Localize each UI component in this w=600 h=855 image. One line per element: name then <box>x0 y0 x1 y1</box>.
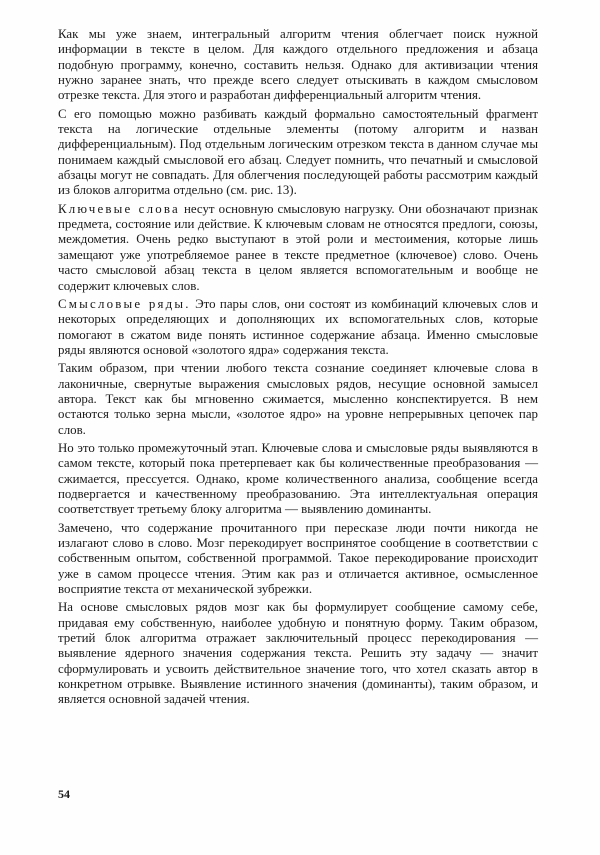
paragraph-2 <box>58 107 538 199</box>
paragraph-text: На основе смысловых рядов мозг как бы формулирует сообщение самому себе, придавая ему собственную, наиболее удобную и понятную форму. Таким образом, третий блок алгоритма отражает заключительный процесс перекодирования — выявление ядерного значения содержания текста. Решить эту задачу — значит сформулировать и усвоить действительное значение того, что хотел сказать автор в конкретном отрывке. Выявление истинного значения (доминанты), таким образом, и является основной задачей чтения. <box>58 600 538 707</box>
paragraph-text: Замечено, что содержание прочитанного при пересказе люди почти никогда не излагают слово в слово. Мозг перекодирует воспринятое сообщение в соответствии с собственным опытом, собственной программой. Такое перекодирование происходит уже в самом процессе чтения. Этим как раз и отличается активное, осмысленное восприятие текста от механической зубрежки. <box>58 520 538 597</box>
paragraph-5 <box>58 361 538 438</box>
paragraph-text: Как мы уже знаем, интегральный алгоритм чтения облегчает поиск нужной информации в тексте в целом. Для каждого отдельного предложения и абзаца подобную программу, конечно, составить нельзя. Однако для активизации чтения нужно заранее знать, что прежде всего следует отыскивать в каждом смысловом отрезке текста. Для этого и разработан дифференциальный алгоритм чтения. <box>58 27 538 103</box>
paragraph-3 <box>58 202 538 294</box>
body-text <box>58 27 538 711</box>
paragraph-text: несут основную смысловую нагрузку. Они обозначают признак предмета, состояние или действие. К ключевым словам не относятся предлоги, союзы, междометия. Очень редко выступают в этой роли и местоимения, которые лишь замещают уже употребляемое ранее в тексте предметное (ключевое) слово. Очень часто смысловой абзац текста в целом является вспомогательным и вообще не содержит ключевых слов. <box>58 201 539 293</box>
paragraph-text: Но это только промежуточный этап. Ключевые слова и смысловые ряды выявляются в самом тексте, который пока претерпевает как бы количественные преобразования — сжимается, прессуется. Однако, кроме количественного анализа, сообщение всегда подвергается и качественному преобразованию. Эта интеллектуальная операция соответствует третьему блоку алгоритма — выявлению доминанты. <box>58 440 538 517</box>
paragraph-1 <box>58 27 538 104</box>
page-number: 54 <box>58 787 70 801</box>
term-semantic-rows: Смысловые ряды. <box>58 296 191 311</box>
term-key-words: Ключевые слова <box>58 201 180 216</box>
paragraph-4 <box>58 297 538 358</box>
paragraph-7 <box>58 521 538 598</box>
paragraph-text: Таким образом, при чтении любого текста сознание соединяет ключевые слова в лаконичные, свернутые выражения смысловых рядов, несущие основной замысел автора. Текст как бы мгновенно сжимается, мысленно конспектируется. В нем остаются только зерна мысли, «золотое ядро» на уровне непрерывных цепочек пар слов. <box>58 361 538 437</box>
paragraph-8 <box>58 600 538 707</box>
paragraph-text: С его помощью можно разбивать каждый формально самостоятельный фрагмент текста на логические отдельные элементы (потому алгоритм и назван дифференциальным). Под отдельным логическим отрезком текста в данном случае мы понимаем каждый смысловой его абзац. Следует помнить, что печатный и смысловой абзацы могут не совпадать. Для облегчения последующей работы рассмотрим каждый из блоков алгоритма отдельно (см. рис. 13). <box>58 106 538 198</box>
paragraph-6 <box>58 441 538 518</box>
paragraph-text: Это пары слов, они состоят из комбинаций ключевых слов и некоторых определяющих и дополняющих их вспомогательных слов, которые помогают в сжатом виде понять истинное содержание абзаца. Именно смысловые ряды являются основой «золотого ядра» содержания текста. <box>58 296 538 357</box>
